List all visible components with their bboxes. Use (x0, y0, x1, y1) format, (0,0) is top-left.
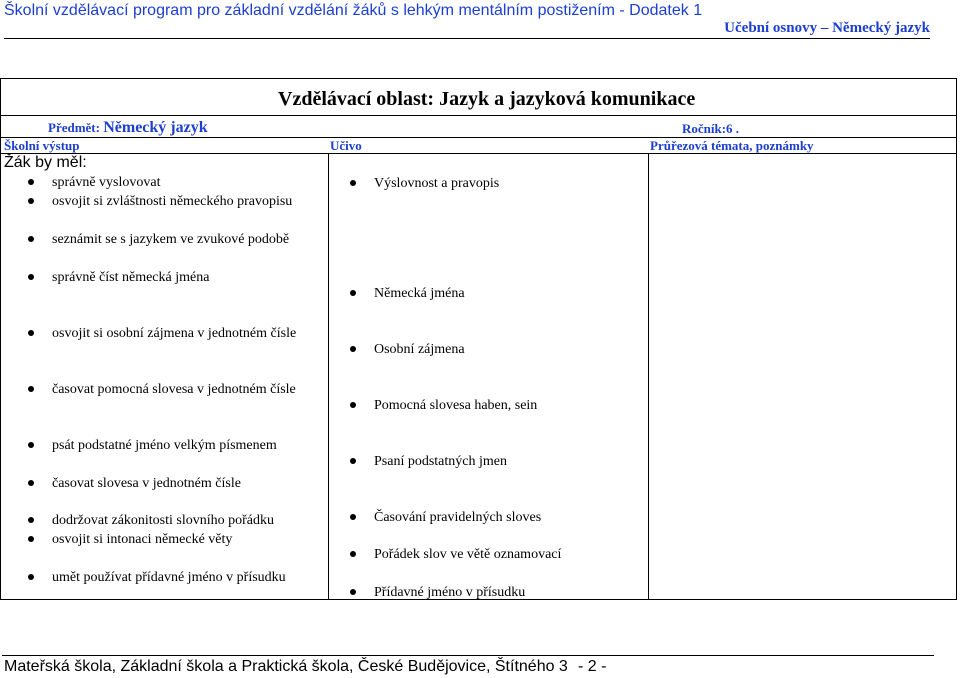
subject-value: Německý jazyk (103, 119, 208, 136)
curriculum-item: Německá jména (356, 284, 656, 303)
program-title: Školní vzdělávací program pro základní vzdělání žáků s lehkým mentálním postižením - Dodatek 1 (4, 2, 703, 19)
page-header (4, 0, 930, 39)
outcome-item: správně vyslovovat (34, 173, 324, 192)
outcome-item: časovat pomocná slovesa v jednotném čísle (34, 380, 324, 399)
outcome-item: umět používat přídavné jméno v přísudku (34, 568, 324, 587)
divider (0, 153, 957, 154)
curriculum-item: Psaní podstatných jmen (356, 452, 656, 471)
divider (0, 115, 957, 116)
curriculum-item: Pořádek slov ve větě oznamovací (356, 545, 656, 564)
column-header-outcomes: Školní výstup (4, 138, 80, 153)
curriculum-item: Časování pravidelných sloves (356, 508, 656, 527)
outcome-item: seznámit se s jazykem ve zvukové podobě (34, 230, 324, 249)
subject-label: Předmět: (48, 120, 100, 135)
footer-school: Mateřská škola, Základní škola a Praktická škola, České Budějovice, Štítného 3 (4, 658, 568, 675)
outcome-item: časovat slovesa v jednotném čísle (34, 474, 324, 493)
footer-divider (2, 655, 934, 656)
outcome-item: dodržovat zákonitosti slovního pořádku (34, 511, 324, 530)
column-divider (648, 153, 649, 600)
column-divider (328, 153, 329, 600)
outcome-item: správně číst německá jména (34, 268, 324, 287)
curriculum-item: Osobní zájmena (356, 340, 656, 359)
curriculum-item: Přídavné jméno v přísudku (356, 583, 656, 602)
page-number: - 2 - (578, 658, 607, 675)
intro-text: Žák by měl: (4, 154, 87, 171)
curriculum-item: Pomocná slovesa haben, sein (356, 396, 656, 415)
subject-row (48, 119, 208, 137)
column-header-curriculum: Učivo (330, 138, 362, 153)
outcome-item: osvojit si zvláštnosti německého pravopisu (34, 192, 324, 211)
column-header-cross-topics: Průřezová témata, poznámky (650, 138, 814, 153)
grade-label: Ročník:6 . (682, 121, 740, 136)
outcome-item: osvojit si intonaci německé věty (34, 530, 324, 549)
section-title: Učební osnovy – Německý jazyk (724, 20, 930, 36)
area-title: Vzdělávací oblast: Jazyk a jazyková komunikace (278, 88, 696, 110)
outcome-item: psát podstatné jméno velkým písmenem (34, 436, 324, 455)
outcome-item: osvojit si osobní zájmena v jednotném čísle (34, 324, 324, 343)
curriculum-item: Výslovnost a pravopis (356, 174, 656, 193)
